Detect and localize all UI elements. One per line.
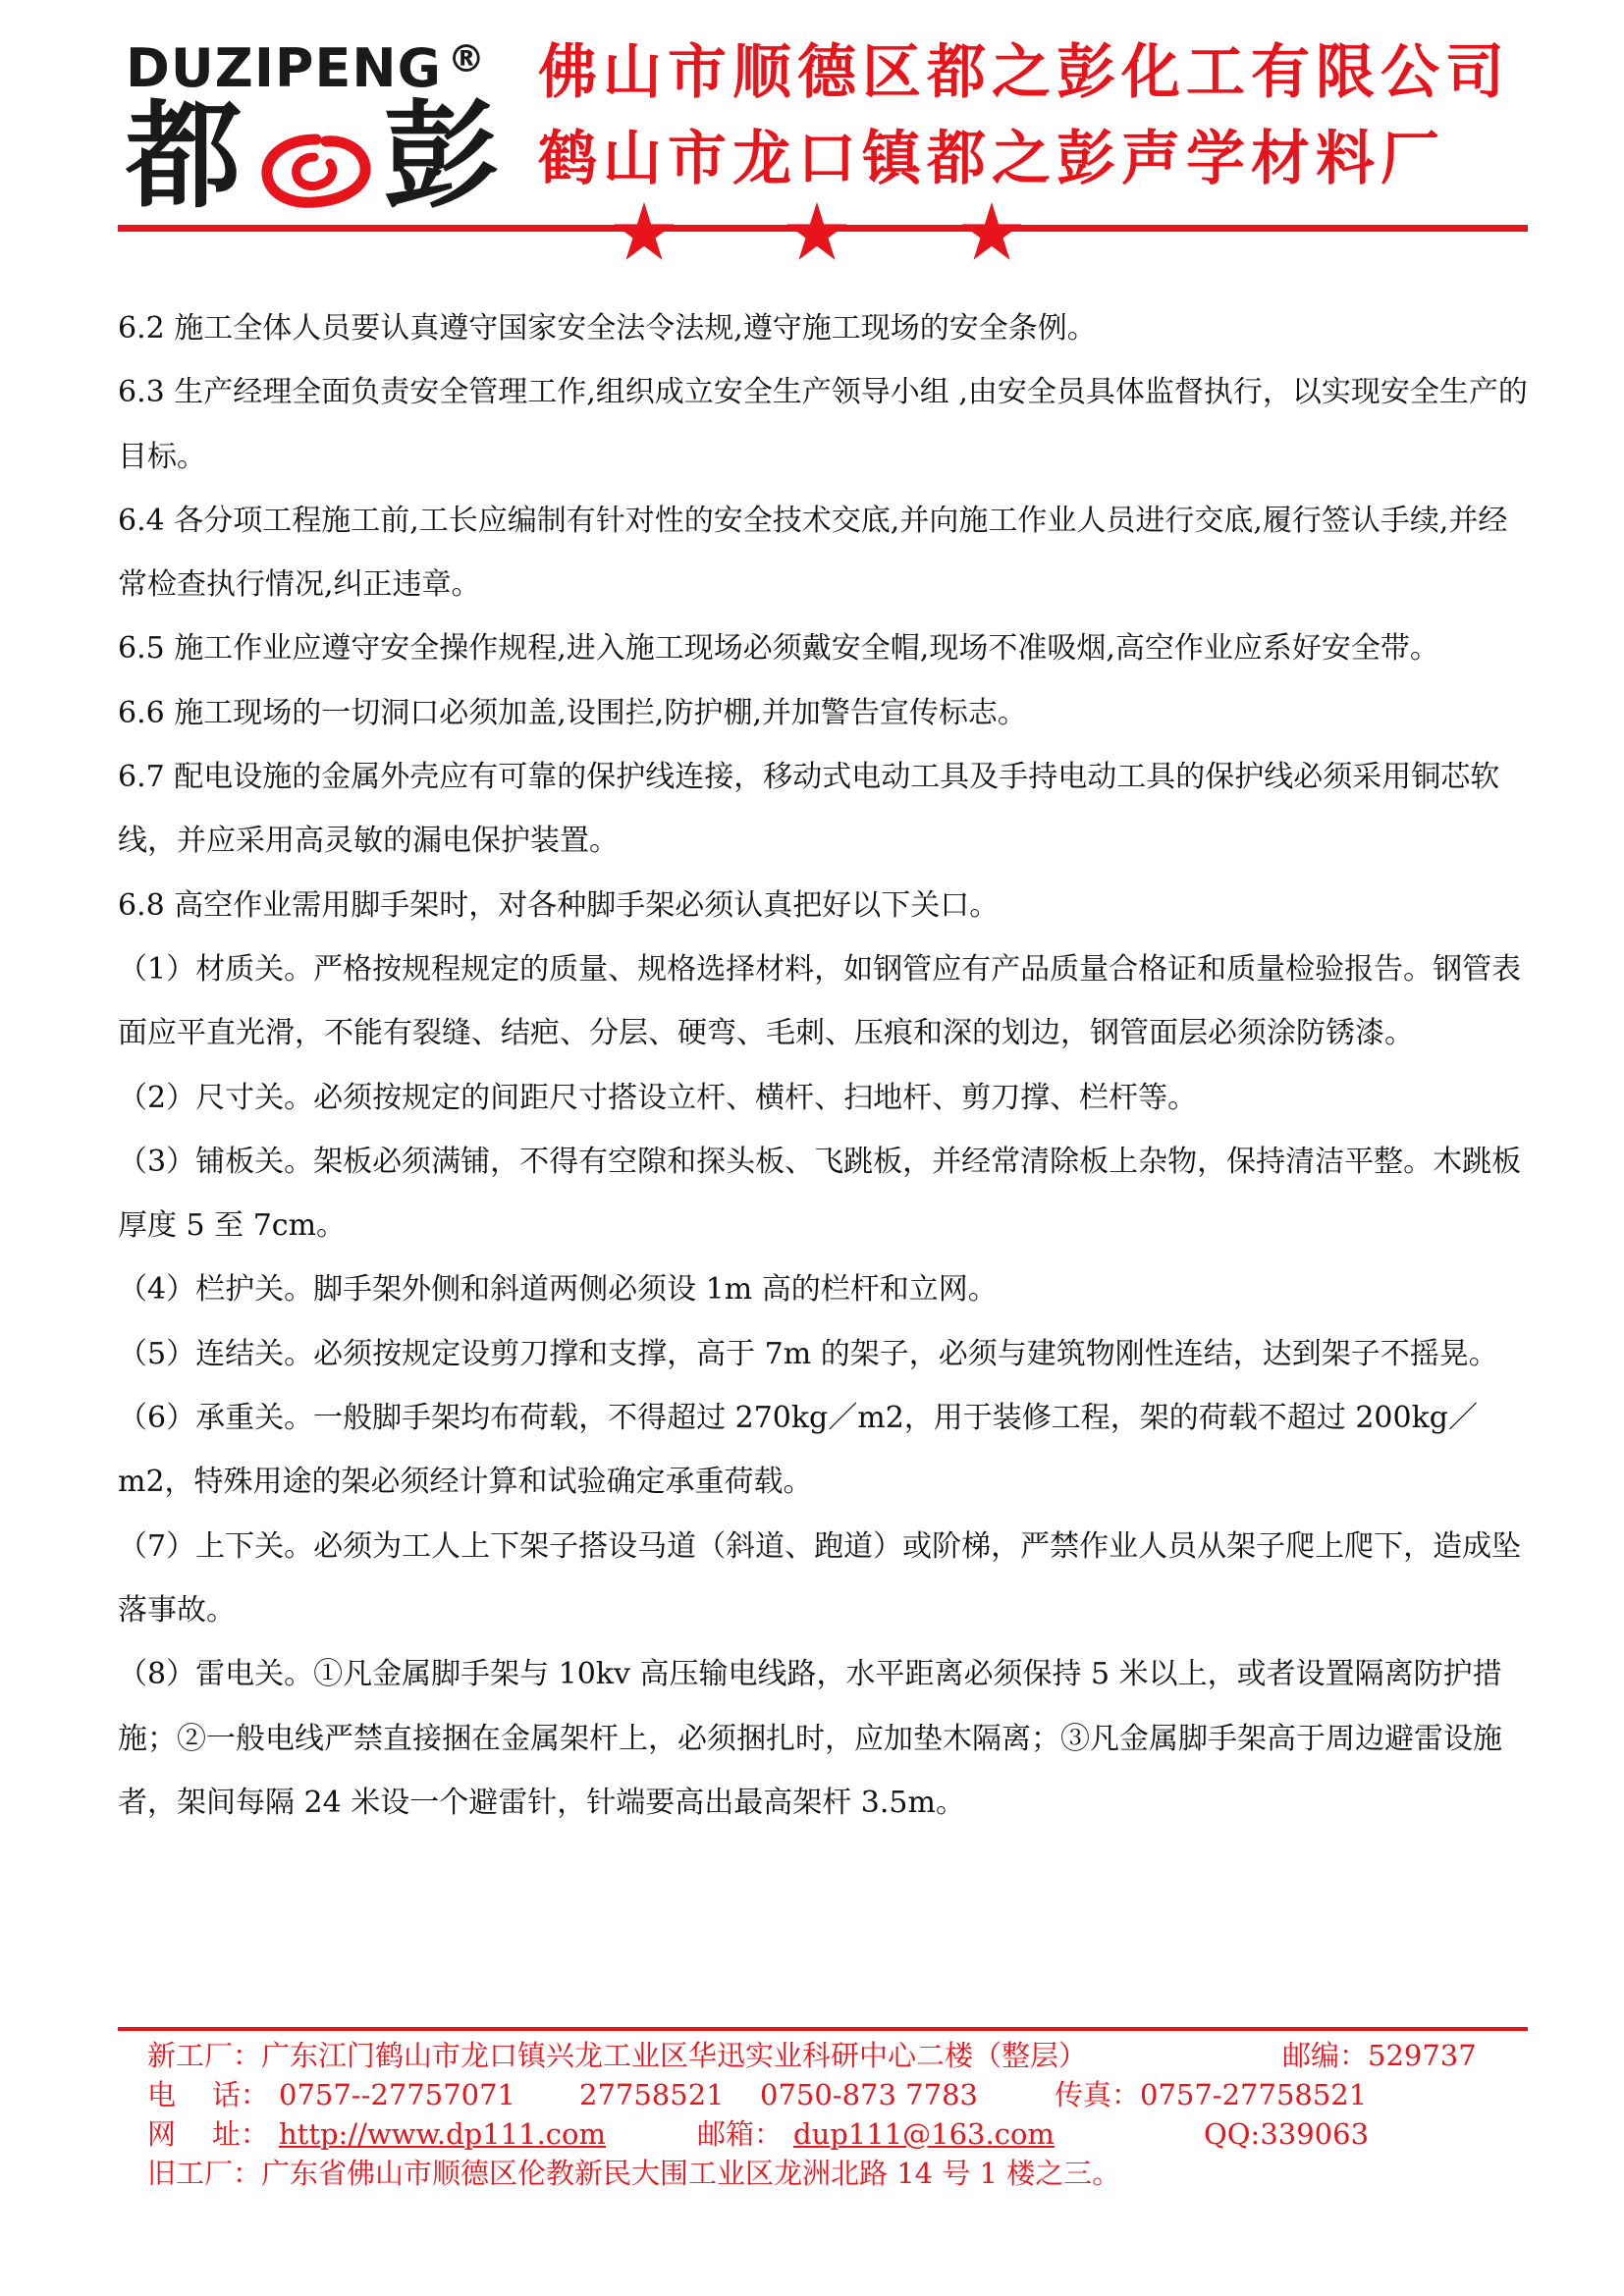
phone-number-3: 0750-873 7783 bbox=[760, 2078, 978, 2111]
star-icon bbox=[613, 200, 676, 263]
paragraph: 6.6 施工现场的一切洞口必须加盖,设围拦,防护棚,并加警告宣传标志。 bbox=[118, 695, 1027, 730]
star-icon bbox=[960, 200, 1023, 263]
paragraph: 6.8 高空作业需用脚手架时，对各种脚手架必须认真把好以下关口。 bbox=[118, 887, 1000, 923]
company-name-1: 佛山市顺德区都之彭化工有限公司 bbox=[538, 38, 1510, 107]
logo-char-1: 都 bbox=[126, 88, 243, 224]
old-factory-address: 旧工厂：广东省佛山市顺德区伦教新民大围工业区龙洲北路 14 号 1 楼之三。 bbox=[147, 2157, 1121, 2190]
paragraph: （3）铺板关。架板必须满铺，不得有空隙和探头板、飞跳板，并经常清除板上杂物，保持清洁平整。木跳板厚度 5 至 7cm。 bbox=[118, 1144, 1522, 1244]
qq-number: QQ:339063 bbox=[1204, 2117, 1370, 2151]
email-label: 邮箱： bbox=[697, 2117, 784, 2151]
paragraph: （6）承重关。一般脚手架均布荷载，不得超过 270kg／m2，用于装修工程，架的荷载不超过 200kg／m2，特殊用途的架必须经计算和试验确定承重荷载。 bbox=[118, 1401, 1478, 1500]
new-factory-address: 新工厂：广东江门鹤山市龙口镇兴龙工业区华迅实业科研中心二楼（整层） bbox=[147, 2039, 1088, 2072]
registered-mark: ® bbox=[447, 37, 486, 80]
paragraph: （2）尺寸关。必须按规定的间距尺寸搭设立杆、横杆、扫地杆、剪刀撑、栏杆等。 bbox=[118, 1080, 1198, 1115]
company-logo bbox=[126, 37, 500, 224]
phone-number-1: 0757--27757071 bbox=[279, 2078, 516, 2111]
paragraph: 6.2 施工全体人员要认真遵守国家安全法令法规,遵守施工现场的安全条例。 bbox=[118, 311, 1097, 346]
paragraph: （5）连结关。必须按规定设剪刀撑和支撑，高于 7m 的架子，必须与建筑物刚性连结，达到架子不摇晃。 bbox=[118, 1336, 1498, 1371]
document-body bbox=[118, 296, 1528, 1835]
paragraph: （8）雷电关。①凡金属脚手架与 10kv 高压输电线路，水平距离必须保持 5 米以上，或者设置隔离防护措施；②一般电线严禁直接捆在金属架杆上，必须捆扎时，应加垫木隔离；③凡金属脚手架高于周边避雷设施者，架间每隔 24 米设一个避雷针，针端要高出最高架杆 3.5m。 bbox=[118, 1657, 1502, 1820]
phone-label: 电 话： bbox=[147, 2078, 269, 2111]
company-name-2: 鹤山市龙口镇都之彭声学材料厂 bbox=[538, 125, 1445, 193]
logo-wordmark-text: DUZIPENG bbox=[126, 37, 442, 99]
phone-number-2: 27758521 bbox=[579, 2078, 725, 2111]
paragraph: 6.7 配电设施的金属外壳应有可靠的保护线连接，移动式电动工具及手持电动工具的保护线必须采用铜芯软线，并应采用高灵敏的漏电保护装置。 bbox=[118, 760, 1500, 859]
paragraph: 6.5 施工作业应遵守安全操作规程,进入施工现场必须戴安全帽,现场不准吸烟,高空作业应系好安全带。 bbox=[118, 631, 1439, 667]
paragraph: （1）材质关。严格按规程规定的质量、规格选择材料，如钢管应有产品质量合格证和质量检验报告。钢管表面应平直光滑，不能有裂缝、结疤、分层、硬弯、毛刺、压痕和深的划边，钢管面层必须涂防锈漆。 bbox=[118, 951, 1522, 1051]
email-link[interactable]: dup111@163.com bbox=[793, 2117, 1055, 2151]
star-icon bbox=[785, 200, 848, 263]
footer-divider bbox=[118, 2027, 1528, 2031]
paragraph: 6.3 生产经理全面负责安全管理工作,组织成立安全生产领导小组 ,由安全员具体监督执行，以实现安全生产的目标。 bbox=[118, 375, 1528, 474]
website-link[interactable]: http://www.dp111.com bbox=[279, 2117, 607, 2151]
logo-char-2: 彭 bbox=[383, 88, 500, 224]
paragraph: （4）栏护关。脚手架外侧和斜道两侧必须设 1m 高的栏杆和立网。 bbox=[118, 1272, 998, 1308]
website-label: 网 址： bbox=[147, 2117, 269, 2151]
fax-number: 传真：0757-27758521 bbox=[1055, 2078, 1368, 2111]
logo-swirl-icon bbox=[257, 132, 375, 210]
postcode: 邮编：529737 bbox=[1282, 2039, 1477, 2072]
paragraph: （7）上下关。必须为工人上下架子搭设马道（斜道、跑道）或阶梯，严禁作业人员从架子爬上爬下，造成坠落事故。 bbox=[118, 1528, 1522, 1628]
footer-contact bbox=[147, 2036, 1522, 2193]
paragraph: 6.4 各分项工程施工前,工长应编制有针对性的安全技术交底,并向施工作业人员进行交底,履行签认手续,并经常检查执行情况,纠正违章。 bbox=[118, 503, 1508, 603]
